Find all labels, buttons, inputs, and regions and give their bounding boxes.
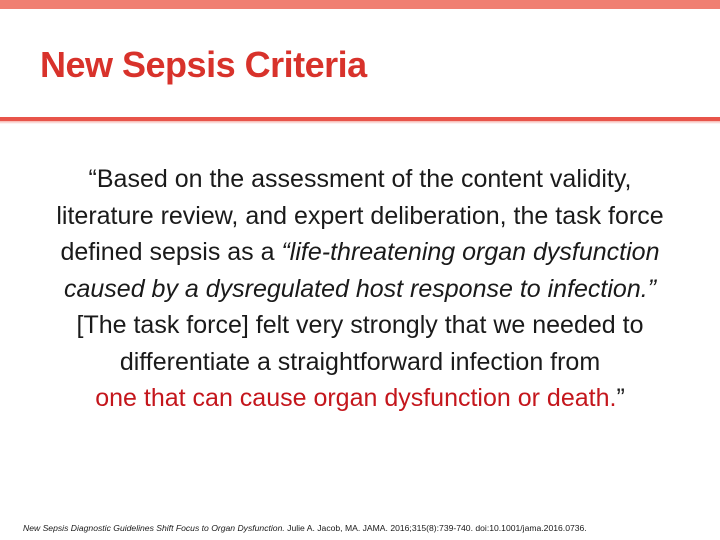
quote-line-3-italic: “life-threatening organ dysfunction [281, 238, 660, 266]
citation [23, 523, 713, 533]
quote-line-4-italic: caused by a dysregulated host response to infection.” [63, 274, 657, 303]
quote-highlight: one that can cause organ dysfunction or death. [95, 384, 617, 412]
quote-line-7 [20, 380, 700, 417]
title-divider-shadow [0, 121, 720, 124]
citation-details: Julie A. Jacob, MA. JAMA. 2016;315(8):739-740. doi:10.1001/jama.2016.0736. [284, 523, 587, 533]
quote-closing-mark: ” [616, 384, 625, 412]
top-accent-bar [0, 0, 720, 9]
quote-line-6: differentiate a straightforward infection from [119, 347, 601, 376]
quote-block [20, 161, 700, 417]
quote-line-5: [The task force] felt very strongly that we needed to [76, 311, 644, 339]
quote-line-2: literature review, and expert deliberation, the task force [56, 201, 664, 230]
quote-line-3-prefix: defined sepsis as a [60, 238, 282, 266]
slide-title: New Sepsis Criteria [40, 44, 367, 85]
quote-line-4 [20, 271, 700, 308]
quote-line-3 [20, 234, 700, 271]
quote-line-1: “Based on the assessment of the content validity, [88, 165, 632, 193]
citation-article-title: New Sepsis Diagnostic Guidelines Shift Focus to Organ Dysfunction. [23, 523, 285, 533]
